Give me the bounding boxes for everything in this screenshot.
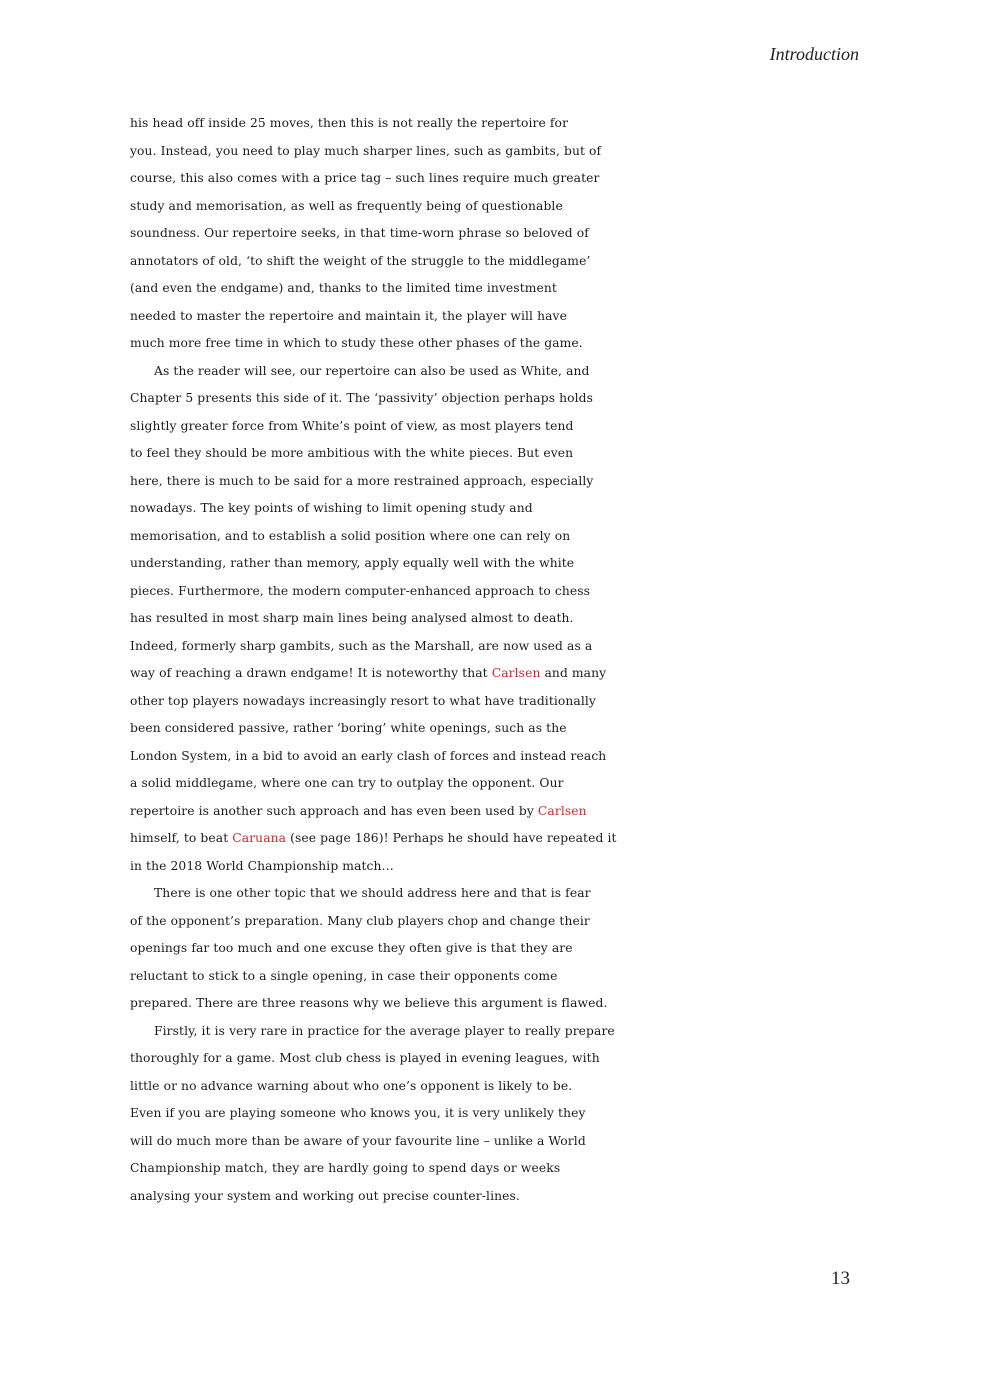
- text-line: reluctant to stick to a single opening, in case their opponents come: [130, 968, 558, 983]
- text-line: course, this also comes with a price tag – such lines require much greater: [130, 171, 600, 185]
- text-line: soundness. Our repertoire seeks, in that time-worn phrase so beloved of: [130, 226, 589, 240]
- body-text: [130, 110, 870, 1210]
- text-line: other top players nowadays increasingly resort to what have traditionally: [130, 693, 596, 708]
- text-line: thoroughly for a game. Most club chess is played in evening leagues, with: [130, 1051, 600, 1065]
- text-line: repertoire is another such approach and has even been used by Carlsen: [130, 803, 587, 818]
- text-line: Even if you are playing someone who knows you, it is very unlikely they: [130, 1106, 586, 1120]
- player-name-carlsen: Carlsen: [537, 803, 587, 818]
- text-line: study and memorisation, as well as frequently being of questionable: [130, 198, 563, 213]
- text-line: little or no advance warning about who one’s opponent is likely to be.: [130, 1078, 573, 1093]
- text-line: openings far too much and one excuse they often give is that they are: [130, 941, 573, 955]
- text-line: prepared. There are three reasons why we believe this argument is flawed.: [130, 996, 608, 1010]
- player-name-carlsen: Carlsen: [491, 666, 541, 680]
- text-line: London System, in a bid to avoid an early clash of forces and instead reach: [130, 748, 607, 763]
- paragraph-start-line: As the reader will see, our repertoire can also be used as White, and: [154, 363, 590, 378]
- text-line: has resulted in most sharp main lines being analysed almost to death.: [130, 611, 574, 625]
- running-head: Introduction: [769, 44, 859, 64]
- text-line: here, there is much to be said for a more restrained approach, especially: [130, 473, 594, 488]
- text-line: will do much more than be aware of your favourite line – unlike a World: [130, 1133, 586, 1148]
- text-line: analysing your system and working out precise counter-lines.: [130, 1188, 520, 1203]
- text-line: much more free time in which to study these other phases of the game.: [130, 336, 583, 350]
- text-line: been considered passive, rather ‘boring’ white openings, such as the: [130, 721, 567, 735]
- player-name-caruana: Caruana: [232, 831, 287, 845]
- paragraph-start-line: Firstly, it is very rare in practice for the average player to really prepare: [154, 1023, 615, 1038]
- text-line: himself, to beat Caruana (see page 186)! Perhaps he should have repeated it: [130, 831, 617, 845]
- text-line: needed to master the repertoire and maintain it, the player will have: [130, 308, 567, 323]
- text-line: memorisation, and to establish a solid position where one can rely on: [130, 528, 571, 543]
- text-line: nowadays. The key points of wishing to limit opening study and: [130, 501, 533, 515]
- text-line: his head off inside 25 moves, then this is not really the repertoire for: [130, 116, 569, 130]
- paragraph-start-line: There is one other topic that we should address here and that is fear: [154, 886, 591, 900]
- text-line: of the opponent’s preparation. Many club players chop and change their: [130, 913, 590, 928]
- text-line: slightly greater force from White’s point of view, as most players tend: [130, 418, 574, 433]
- text-line: understanding, rather than memory, apply equally well with the white: [130, 556, 575, 570]
- text-line: way of reaching a drawn endgame! It is noteworthy that Carlsen and many: [130, 666, 607, 680]
- text-line: Chapter 5 presents this side of it. The ‘passivity’ objection perhaps holds: [130, 391, 594, 405]
- text-line: to feel they should be more ambitious with the white pieces. But even: [130, 446, 574, 460]
- text-line: a solid middlegame, where one can try to outplay the opponent. Our: [130, 776, 564, 790]
- text-line: pieces. Furthermore, the modern computer-enhanced approach to chess: [130, 583, 591, 598]
- text-line: Championship match, they are hardly going to spend days or weeks: [130, 1161, 561, 1175]
- text-line: (and even the endgame) and, thanks to the limited time investment: [130, 281, 557, 295]
- text-line: you. Instead, you need to play much sharper lines, such as gambits, but of: [130, 143, 602, 158]
- page-number: 13: [831, 1268, 850, 1289]
- text-line: annotators of old, ‘to shift the weight of the struggle to the middlegame’: [130, 253, 591, 268]
- text-line: Indeed, formerly sharp gambits, such as the Marshall, are now used as a: [130, 638, 593, 653]
- text-line: in the 2018 World Championship match…: [130, 858, 394, 873]
